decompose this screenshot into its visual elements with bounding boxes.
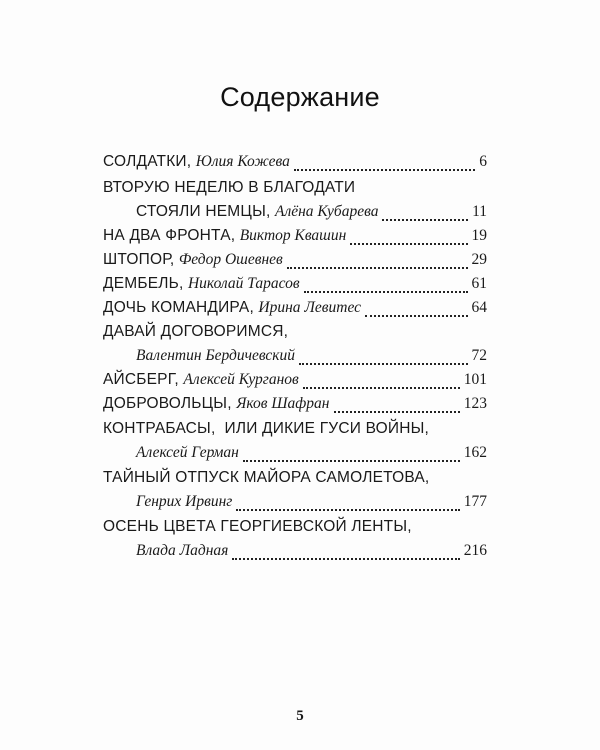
entry-title: ШТОПОР, <box>103 251 175 268</box>
entry-page: 72 <box>471 347 487 364</box>
leader-dots <box>299 362 467 365</box>
leader-dots <box>303 386 460 389</box>
entry-author: Юлия Кожева <box>195 153 290 170</box>
leader-dots <box>334 410 460 413</box>
entry-author: Ирина Левитес <box>258 299 362 316</box>
page-number: 5 <box>296 708 304 724</box>
toc-entry <box>103 299 487 323</box>
toc-entry-line2 <box>136 444 487 468</box>
entry-title: СОЛДАТКИ, <box>103 153 192 170</box>
entry-title: ДОЧЬ КОМАНДИРА, <box>103 299 254 316</box>
leader-dots <box>382 218 468 221</box>
entry-title: КОНТРАБАСЫ, ИЛИ ДИКИЕ ГУСИ ВОЙНЫ, <box>103 420 430 437</box>
leader-dots <box>304 290 468 293</box>
entry-page: 64 <box>471 299 487 316</box>
leader-dots <box>287 266 468 269</box>
toc-entry <box>103 371 487 395</box>
entry-title: ДЕМБЕЛЬ, <box>103 275 184 292</box>
toc-entry-line2 <box>136 347 487 371</box>
entry-title: ОСЕНЬ ЦВЕТА ГЕОРГИЕВСКОЙ ЛЕНТЫ, <box>103 518 412 535</box>
entry-author: Алексей Курганов <box>183 371 299 388</box>
toc-entry <box>103 395 487 419</box>
entry-author: Федор Ошевнев <box>178 251 283 268</box>
entry-author: Влада Ладная <box>136 542 229 559</box>
toc-entry <box>103 251 487 275</box>
leader-dots <box>350 242 467 245</box>
entry-author: Николай Тарасов <box>187 275 300 292</box>
entry-author: Яков Шафран <box>236 395 330 412</box>
entry-page: 11 <box>472 203 487 220</box>
entry-page: 6 <box>479 153 487 170</box>
entry-title: ВТОРУЮ НЕДЕЛЮ В БЛАГОДАТИ <box>103 179 356 196</box>
toc-entry-line2 <box>136 203 487 227</box>
leader-dots <box>243 459 460 462</box>
entry-page: 19 <box>471 227 487 244</box>
leader-dots <box>236 508 459 511</box>
entry-author: Виктор Квашин <box>239 227 347 244</box>
toc-entry-line1 <box>103 469 487 493</box>
entry-title: ДАВАЙ ДОГОВОРИМСЯ, <box>103 323 289 340</box>
leader-dots <box>232 557 459 560</box>
entry-page: 61 <box>471 275 487 292</box>
toc-entry <box>103 275 487 299</box>
entry-title: ТАЙНЫЙ ОТПУСК МАЙОРА САМОЛЕТОВА, <box>103 469 430 486</box>
toc-entry-line1 <box>103 518 487 542</box>
entry-page: 177 <box>463 493 487 510</box>
entry-page: 29 <box>471 251 487 268</box>
entry-author: Алексей Герман <box>136 444 239 461</box>
entry-author: Генрих Ирвинг <box>136 493 233 510</box>
entry-title: ДОБРОВОЛЬЦЫ, <box>103 395 232 412</box>
entry-page: 123 <box>463 395 487 412</box>
toc-entry-line1 <box>103 323 487 347</box>
leader-dots <box>294 168 475 171</box>
toc-entry <box>103 227 487 251</box>
toc-entry-line1 <box>103 179 487 203</box>
toc-entry-line1 <box>103 420 487 444</box>
entry-author: Алёна Кубарева <box>274 203 379 220</box>
entry-page: 216 <box>463 542 487 559</box>
toc-entry-line2 <box>136 542 487 566</box>
entry-title: АЙСБЕРГ, <box>103 371 179 388</box>
page-title: Содержание <box>220 82 380 112</box>
leader-dots <box>365 314 467 317</box>
toc-entry-line2 <box>136 493 487 517</box>
entry-page: 101 <box>463 371 487 388</box>
entry-title-continued: СТОЯЛИ НЕМЦЫ, <box>136 203 271 220</box>
entry-page: 162 <box>463 444 487 461</box>
toc-entry <box>103 153 487 177</box>
entry-author: Валентин Бердичевский <box>136 347 296 364</box>
entry-title: НА ДВА ФРОНТА, <box>103 227 236 244</box>
